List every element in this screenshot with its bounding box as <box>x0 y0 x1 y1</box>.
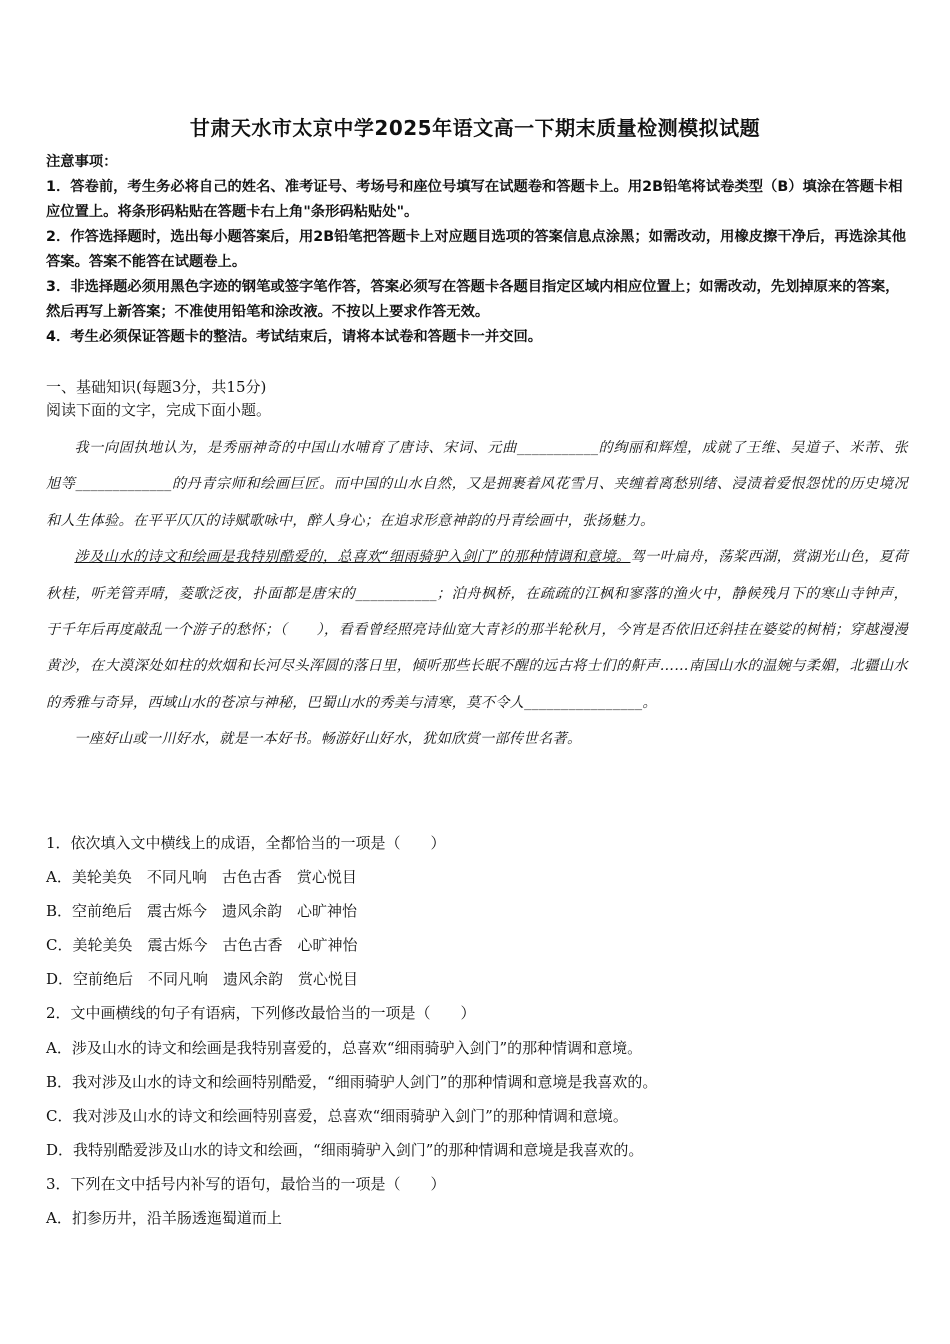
option-d: D．我特别酷爱涉及山水的诗文和绘画，“细雨骑驴入剑门”的那种情调和意境是我喜欢的。 <box>46 1140 644 1159</box>
option-b: B．空前绝后 震古烁今 遗风余韵 心旷神怡 <box>46 902 358 921</box>
underlined-sentence: 涉及山水的诗文和绘画是我特别酷爱的，总喜欢“细雨骑驴入剑门”的那种情调和意境。 <box>74 549 631 566</box>
option-c: C．我对涉及山水的诗文和绘画特别喜爱，总喜欢“细雨骑驴入剑门”的那种情调和意境。 <box>46 1106 628 1125</box>
questions-block <box>46 826 908 1235</box>
note-item: 1．答卷前，考生务必将自己的姓名、准考证号、考场号和座位号填写在试题卷和答题卡上。用2B铅笔将试卷类型（B）填涂在答题卡相应位置上。将条形码粘贴在答题卡右上角"条形码粘贴处"。 <box>46 179 903 220</box>
option-a: A．涉及山水的诗文和绘画是我特别喜爱的，总喜欢“细雨骑驴入剑门”的那种情调和意境。 <box>46 1038 643 1057</box>
passage-paragraph-1: 我一向固执地认为，是秀丽神奇的中国山水哺育了唐诗、宋词、元曲___________的绚丽和辉煌，成就了王维、吴道子、米芾、张旭等_____________的丹青宗师和绘画巨匠。而中国的山水自然，又是拥裹着风花雪月、夹缠着离愁别绪、浸渍着爱恨怨忧的历史境况和人生体验。在平平仄仄的诗赋歌咏中，醉人身心；在追求形意神韵的丹青绘画中，张扬魅力。 <box>46 440 908 529</box>
reading-passage <box>46 430 908 758</box>
question-stem: 1．依次填入文中横线上的成语，全都恰当的一项是（ ） <box>46 834 446 852</box>
note-item: 3．非选择题必须用黑色字迹的钢笔或签字笔作答，答案必须写在答题卡各题目指定区域内相应位置上；如需改动，先划掉原来的答案，然后再写上新答案；不准使用铅笔和涂改液。不按以上要求作答无效。 <box>46 279 900 320</box>
note-item: 4．考生必须保证答题卡的整洁。考试结束后，请将本试卷和答题卡一并交回。 <box>46 329 543 345</box>
option-d: D．空前绝后 不同凡响 遗风余韵 赏心悦目 <box>46 970 359 989</box>
option-a: A．扪参历井，沿羊肠透迤蜀道而上 <box>46 1209 282 1228</box>
passage-paragraph-3: 一座好山或一川好水，就是一本好书。畅游好山好水，犹如欣赏一部传世名著。 <box>74 731 582 748</box>
notes-block <box>46 150 908 350</box>
option-b: B．我对涉及山水的诗文和绘画特别酷爱，“细雨骑驴人剑门”的那种情调和意境是我喜欢的。 <box>46 1072 658 1091</box>
page-title: 甘肃天水市太京中学2025年语文高一下期末质量检测模拟试题 <box>189 116 761 140</box>
notes-heading: 注意事项： <box>46 154 118 170</box>
note-item: 2．作答选择题时，选出每小题答案后，用2B铅笔把答题卡上对应题目选项的答案信息点涂黑；如需改动，用橡皮擦干净后，再选涂其他答案。答案不能答在试题卷上。 <box>46 229 907 270</box>
section-heading: 一、基础知识(每题3分，共15分) <box>46 378 267 396</box>
option-c: C．美轮美奂 震古烁今 古色古香 心旷神怡 <box>46 936 358 955</box>
passage-paragraph-2 <box>46 539 908 721</box>
question-stem: 3．下列在文中括号内补写的语句，最恰当的一项是（ ） <box>46 1174 446 1193</box>
passage-paragraph-2-rest: 驾一叶扁舟，荡桨西湖，赏湖光山色，夏荷秋桂，听羌管弄晴，菱歌泛夜，扑面都是唐宋的___________；泊舟枫桥，在疏疏的江枫和寥落的渔火中，静候残月下的寒山寺钟声，于千年后再度敲乱一个游子的愁怀；（ ），看看曾经照亮诗仙宽大青衫的那半轮秋月，今宵是否依旧还斜挂在婆娑的树梢；穿越漫漫黄沙，在大漠深处如柱的炊烟和长河尽头浑圆的落日里，倾听那些长眠不醒的远古将士们的鼾声……南国山水的温婉与柔媚，北疆山水的秀雅与奇异，西域山水的苍凉与神秘，巴蜀山水的秀美与清寒，莫不令人________________。 <box>46 549 909 711</box>
option-a: A．美轮美奂 不同凡响 古色古香 赏心悦目 <box>46 868 357 887</box>
question-stem: 2．文中画横线的句子有语病，下列修改最恰当的一项是（ ） <box>46 1004 476 1023</box>
reading-instruction: 阅读下面的文字，完成下面小题。 <box>46 401 272 419</box>
